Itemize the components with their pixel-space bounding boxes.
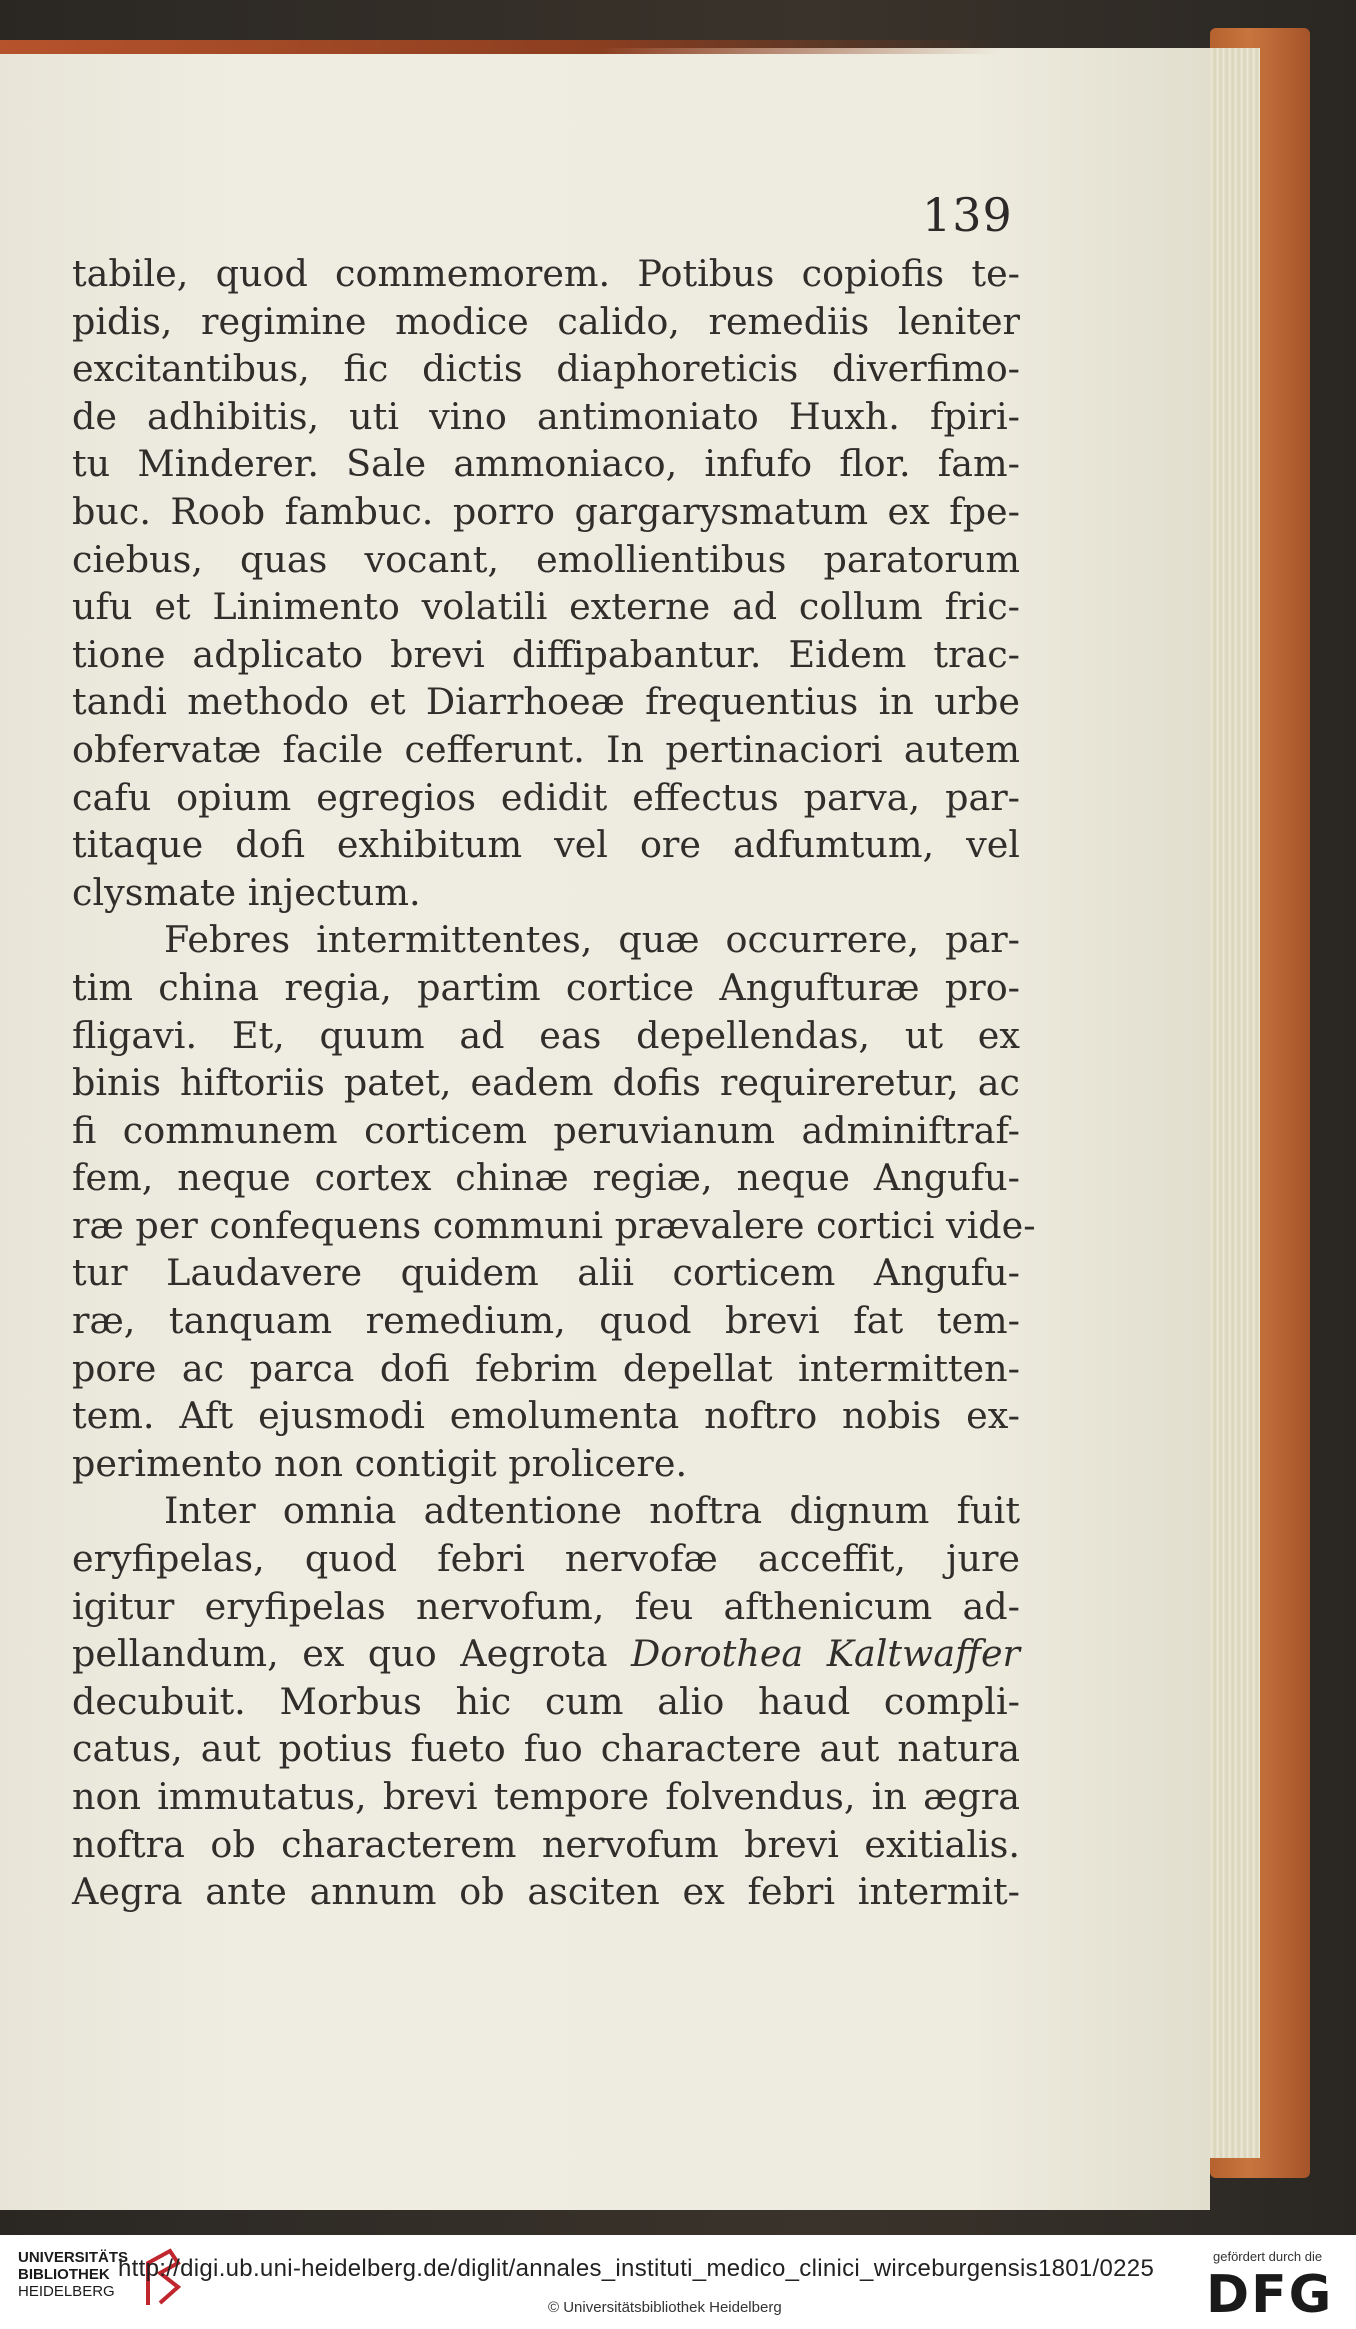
text-line: fem, neque cortex chinæ regiæ, neque Angufu- [72,1156,1020,1200]
text-line: fligavi. Et, quum ad eas depellendas, ut ex [72,1013,1020,1057]
text-line: noftra ob characterem nervofum brevi exitialis. [72,1822,1020,1866]
permalink-url[interactable]: http://digi.ub.uni-heidelberg.de/diglit/annales_instituti_medico_clinici_wirceburgensis1801/0225 [118,2255,1155,2282]
library-logo-line3: HEIDELBERG [18,2283,115,2300]
text-line: tabile, quod commemorem. Potibus copiofis te- [72,252,1020,295]
text-line: pore ac parca dofi febrim depellat intermitten- [72,1346,1020,1390]
text-line: ræ per confequens communi prævalere cortici vide- [72,1203,1036,1247]
dfg-logo[interactable]: DFG [1206,2265,1334,2325]
text-line: buc. Roob fambuc. porro gargarysmatum ex fpe- [72,489,1020,533]
text-line: tandi methodo et Diarrhoeæ frequentius in urbe [72,680,1020,724]
text-line-with-name [72,1630,1020,1678]
text-line: excitantibus, fic dictis diaphoreticis diverfimo- [72,347,1020,391]
text-line: catus, aut potius fueto fuo charactere aut natura [72,1727,1020,1771]
text-line: tim china regia, partim cortice Angufturæ pro- [72,965,1020,1009]
library-logo-line1: UNIVERSITÄTS [18,2249,129,2266]
text-segment: pellandum, ex quo Aegrota [72,1632,608,1676]
funding-label: gefördert durch die [1213,2249,1323,2264]
paragraph-start-line: Inter omnia adtentione noftra dignum fuit [164,1489,1020,1533]
text-line: clysmate injectum. [72,870,421,914]
text-line: de adhibitis, uti vino antimoniato Huxh. fpiri- [72,394,1020,438]
text-line: tione adplicato brevi diffipabantur. Eidem trac- [72,632,1020,676]
text-line: ræ, tanquam remedium, quod brevi fat tem- [72,1299,1020,1343]
text-line: Aegra ante annum ob asciten ex febri intermit- [72,1870,1020,1914]
text-line: tur Laudavere quidem alii corticem Angufu- [72,1251,1020,1295]
text-line: perimento non contigit prolicere. [72,1441,688,1485]
text-line: titaque dofi exhibitum vel ore adfumtum, vel [72,823,1020,867]
text-line: tem. Aft ejusmodi emolumenta noftro nobis ex- [72,1394,1020,1438]
footer-bar [0,2235,1356,2329]
paragraph-start-line: Febres intermittentes, quæ occurrere, par- [164,918,1020,962]
top-binding-strip [0,40,1000,54]
page-number: 139 [922,188,1013,242]
text-line: ciebus, quas vocant, emollientibus paratorum [72,537,1020,581]
text-line: pidis, regimine modice calido, remediis leniter [72,299,1020,343]
page-text [72,250,1036,1916]
text-line: cafu opium egregios edidit effectus parva, par- [72,775,1020,819]
text-line: binis hiftoriis patet, eadem dofis requireretur, ac [72,1061,1020,1105]
text-line: decubuit. Morbus hic cum alio haud compli- [72,1679,1020,1723]
text-line: obfervatæ facile cefferunt. In pertinaciori autem [72,727,1020,771]
library-logo-line2: BIBLIOTHEK [18,2266,110,2283]
library-logo[interactable] [18,2249,128,2300]
text-line: tu Minderer. Sale ammoniaco, infufo flor. fam- [72,442,1020,486]
text-line: eryfipelas, quod febri nervofæ acceffit, jure [72,1537,1020,1581]
copyright-notice: © Universitätsbibliothek Heidelberg [548,2299,782,2316]
patient-name: Dorothea Kaltwaffer [630,1632,1020,1676]
text-line: ufu et Linimento volatili externe ad collum fric- [72,585,1020,629]
text-line: fi communem corticem peruvianum adminiftraf- [72,1108,1020,1152]
text-line: igitur eryfipelas nervofum, feu afthenicum ad- [72,1584,1020,1628]
text-line: non immutatus, brevi tempore folvendus, in ægra [72,1775,1020,1818]
